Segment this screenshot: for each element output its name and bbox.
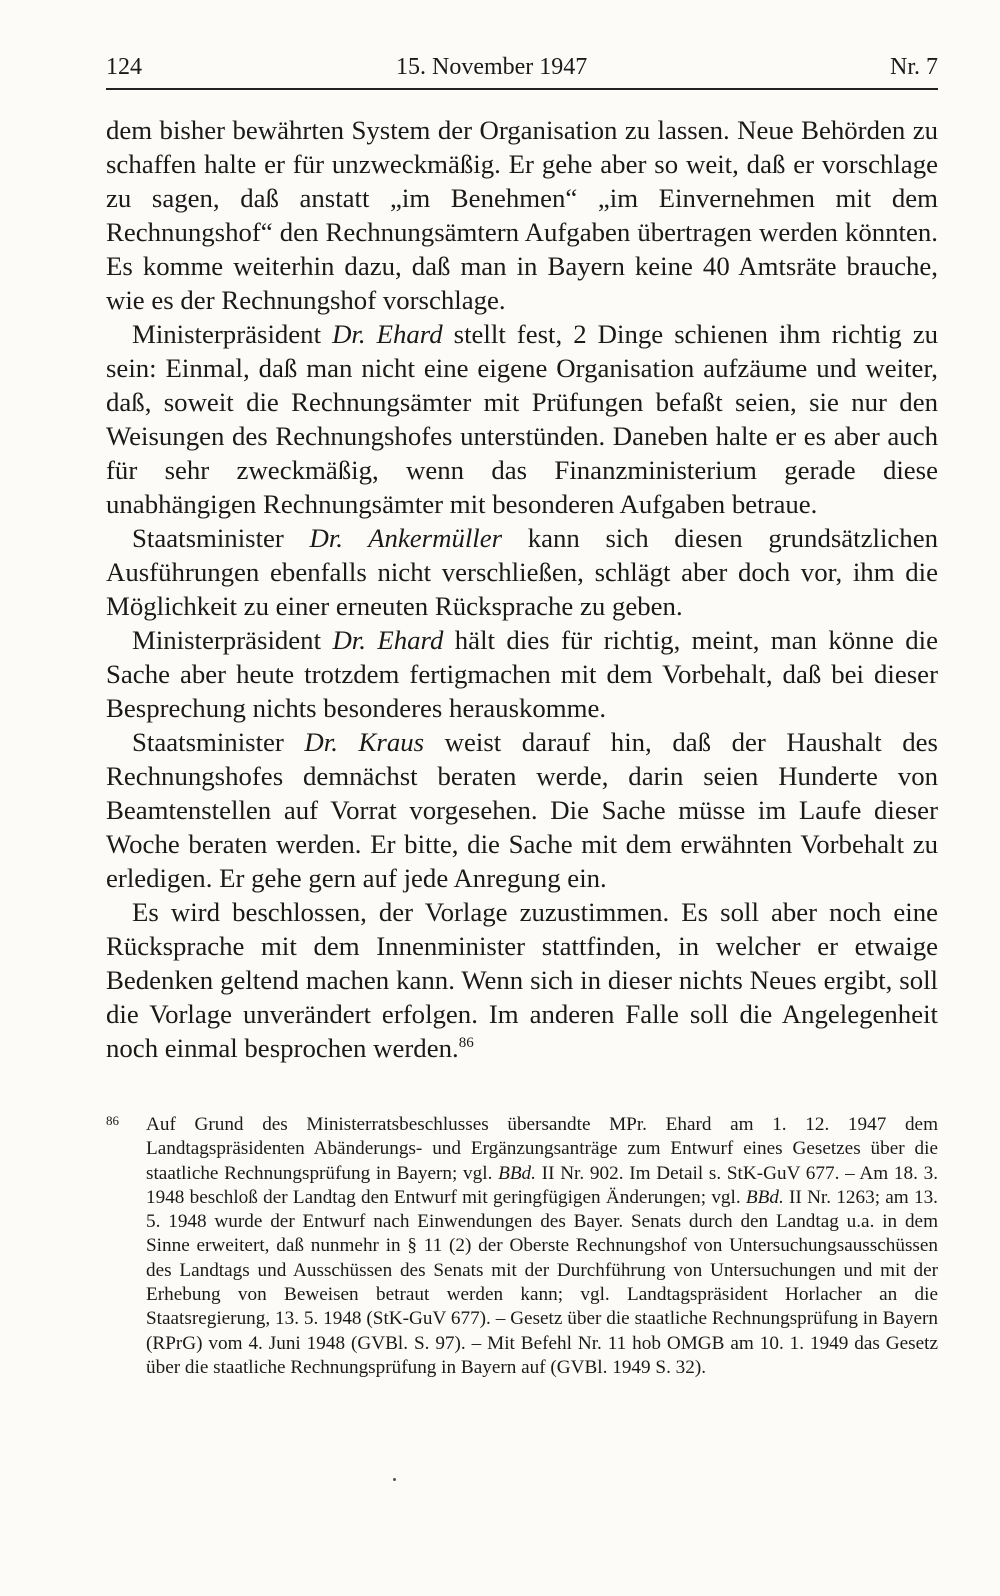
- paragraph-3: Staatsminister Dr. Ankermüller kann sich diesen grundsätzlichen Ausführungen ebenfalls nicht verschließen, schlägt aber doch vor, ihm die Möglichkeit zu einer erneuten Rücksprache zu geben.: [106, 523, 938, 621]
- citation-bbd: BBd.: [498, 1162, 536, 1184]
- header-rule: [106, 88, 938, 90]
- speaker-name: Dr. Kraus: [304, 727, 425, 757]
- paragraph-5: Staatsminister Dr. Kraus weist darauf hin, daß der Haushalt des Rechnungshofes demnächst beraten werde, darin seien Hunderte von Beamtenstellen auf Vorrat vorgesehen. Die Sache müsse im Laufe dieser Woche beraten werden. Er bitte, die Sache mit dem erwähnten Vorbehalt zu erledigen. Er gehe gern auf jede Anregung ein.: [106, 727, 938, 893]
- footnote-text: Auf Grund des Ministerratsbeschlusses übersandte MPr. Ehard am 1. 12. 1947 dem Landtagspräsidenten Abänderungs- und Ergänzungsanträge zum Entwurf eines Gesetzes über die staatliche Rechnungsprüfung in Bayern; vgl. BBd. II Nr. 902. Im Detail s. StK-GuV 677. – Am 18. 3. 1948 beschloß der Landtag den Entwurf mit geringfügigen Änderungen; vgl. BBd. II Nr. 1263; am 13. 5. 1948 wurde der Entwurf nach Einwendungen des Bayer. Senats durch den Landtag u.a. in dem Sinne erweitert, daß nunmehr in § 11 (2) der Oberste Rechnungshof von Untersuchungsausschüssen des Landtags und Ausschüssen des Senats mit der Durchführung von Untersuchungen und mit der Erhebung von Beweisen betraut werden kann; vgl. Landtagspräsident Horlacher an die Staatsregierung, 13. 5. 1948 (StK-GuV 677). – Gesetz über die staatliche Rechnungsprüfung in Bayern (RPrG) vom 4. Juni 1948 (GVBl. S. 97). – Mit Befehl Nr. 11 hob OMGB am 10. 1. 1949 das Gesetz über die staatliche Rechnungsprüfung in Bayern auf (GVBl. 1949 S. 32).: [146, 1114, 938, 1378]
- footnote-number: 86: [106, 1113, 119, 1128]
- document-page: [106, 0, 938, 1596]
- paragraph-4: Ministerpräsident Dr. Ehard hält dies für richtig, meint, man könne die Sache aber heute trotzdem fertigmachen mit dem Vorbehalt, daß bei dieser Besprechung nichts besonderes herauskomme.: [106, 625, 938, 723]
- document-number: Nr. 7: [890, 54, 938, 80]
- page-number: 124: [106, 54, 142, 80]
- running-header: [106, 54, 938, 88]
- footnote-86: [106, 1113, 938, 1380]
- body-text: [106, 113, 938, 1065]
- speaker-name: Dr. Ankermüller: [309, 523, 503, 553]
- paragraph-2: Ministerpräsident Dr. Ehard stellt fest, 2 Dinge schienen ihm richtig zu sein: Einmal, daß man nicht eine eigene Organisation aufzäume und weiter, daß, soweit die Rechnungsämter mit Prüfungen befaßt seien, sie nur den Weisungen des Rechnungshofes unterstünden. Daneben halte er es aber auch für sehr zweckmäßig, wenn das Finanzministerium gerade diese unabhängigen Rechnungsämter mit besonderen Aufgaben betraue.: [106, 319, 938, 519]
- print-speck: [393, 1478, 396, 1481]
- speaker-name: Dr. Ehard: [332, 319, 443, 349]
- header-date: 15. November 1947: [396, 54, 588, 80]
- footnote-reference[interactable]: 86: [458, 1035, 474, 1051]
- speaker-name: Dr. Ehard: [332, 625, 444, 655]
- paragraph-6: Es wird beschlossen, der Vorlage zuzustimmen. Es soll aber noch eine Rücksprache mit dem Innenminister stattfinden, in welcher er etwaige Bedenken geltend machen kann. Wenn sich in dieser nichts Neues ergibt, soll die Vorlage unverändert erfolgen. Im anderen Falle soll die Angelegenheit noch einmal besprochen werden.$^{86}$: [106, 897, 938, 1063]
- citation-bbd: BBd.: [745, 1186, 784, 1208]
- paragraph-1: dem bisher bewährten System der Organisation zu lassen. Neue Behörden zu schaffen halte er für unzweckmäßig. Er gehe aber so weit, daß er vorschlage zu sagen, daß anstatt „im Benehmen“ „im Einvernehmen mit dem Rechnungshof“ den Rechnungsämtern Aufgaben übertragen werden könnten. Es komme weiterhin dazu, daß man in Bayern keine 40 Amtsräte brauche, wie es der Rechnungshof vorschlage.: [106, 115, 938, 315]
